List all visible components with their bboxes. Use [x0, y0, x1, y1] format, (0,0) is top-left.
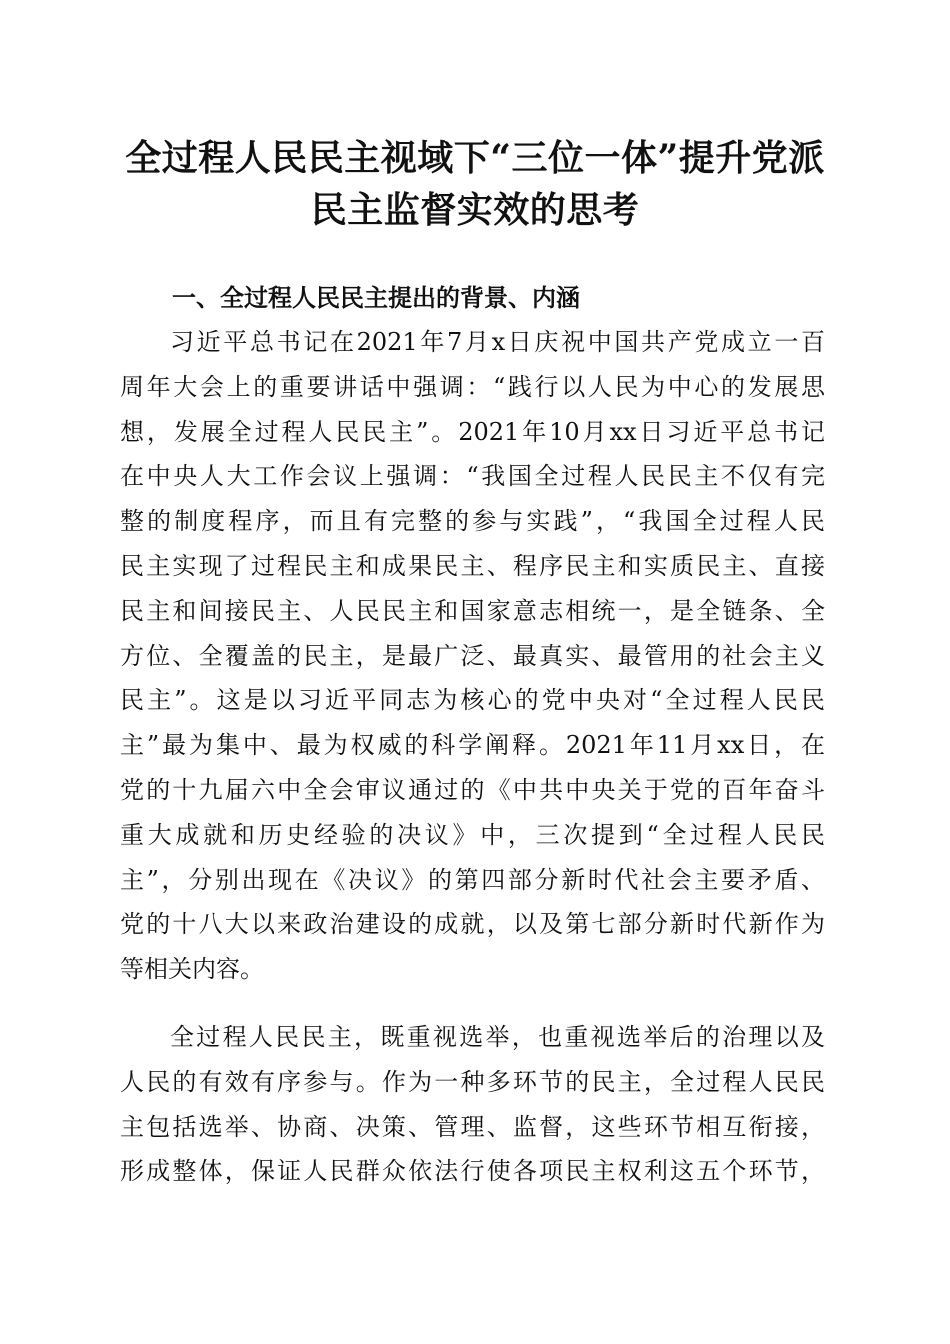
paragraph-line: 方位、全覆盖的民主，是最广泛、最真实、最管用的社会主义: [120, 641, 825, 670]
paragraph-line: 整的制度程序，而且有完整的参与实践”，“我国全过程人民: [120, 507, 825, 536]
section-heading: 一、全过程人民民主提出的背景、内涵: [172, 284, 580, 312]
paragraph-line: 民主实现了过程民主和成果民主、程序民主和实质民主、直接: [120, 551, 825, 580]
paragraph-line: 习近平总书记在2021年7月x日庆祝中国共产党成立一百: [170, 328, 825, 356]
paragraph-line: 想，发展全过程人民民主”。2021年10月xx日习近平总书记: [120, 417, 825, 446]
paragraph-line: 形成整体，保证人民群众依法行使各项民主权利这五个环节，: [120, 1157, 825, 1186]
paragraph-line: 党的十八大以来政治建设的成就，以及第七部分新时代新作为: [120, 910, 825, 939]
paragraph-line: 在中央人大工作会议上强调：“我国全过程人民民主不仅有完: [120, 462, 825, 491]
document-title-line-2: 民主监督实效的思考: [310, 189, 640, 231]
paragraph-line: 党的十九届六中全会审议通过的《中共中央关于党的百年奋斗: [120, 775, 825, 804]
paragraph-2: [120, 1015, 825, 1194]
paragraph-line: 全过程人民民主，既重视选举，也重视选举后的治理以及: [170, 1023, 825, 1051]
paragraph-line: 主”最为集中、最为权威的科学阐释。2021年11月xx日，在: [120, 731, 825, 760]
paragraph-1: [120, 320, 825, 992]
paragraph-line: 民主和间接民主、人民民主和国家意志相统一，是全链条、全: [120, 596, 825, 625]
paragraph-line: 主包括选举、协商、决策、管理、监督，这些环节相互衔接，: [120, 1112, 825, 1141]
paragraph-line: 民主”。这是以习近平同志为核心的党中央对“全过程人民民: [120, 686, 825, 715]
paragraph-line: 人民的有效有序参与。作为一种多环节的民主，全过程人民民: [120, 1067, 825, 1096]
document-title-line-1: 全过程人民民主视域下“三位一体”提升党派: [125, 137, 825, 179]
paragraph-line: 重大成就和历史经验的决议》中，三次提到“全过程人民民: [120, 820, 825, 849]
paragraph-line: 主”，分别出现在《决议》的第四部分新时代社会主要矛盾、: [120, 865, 825, 894]
paragraph-line: 周年大会上的重要讲话中强调：“践行以人民为中心的发展思: [120, 372, 825, 401]
paragraph-line: 等相关内容。: [120, 955, 264, 984]
